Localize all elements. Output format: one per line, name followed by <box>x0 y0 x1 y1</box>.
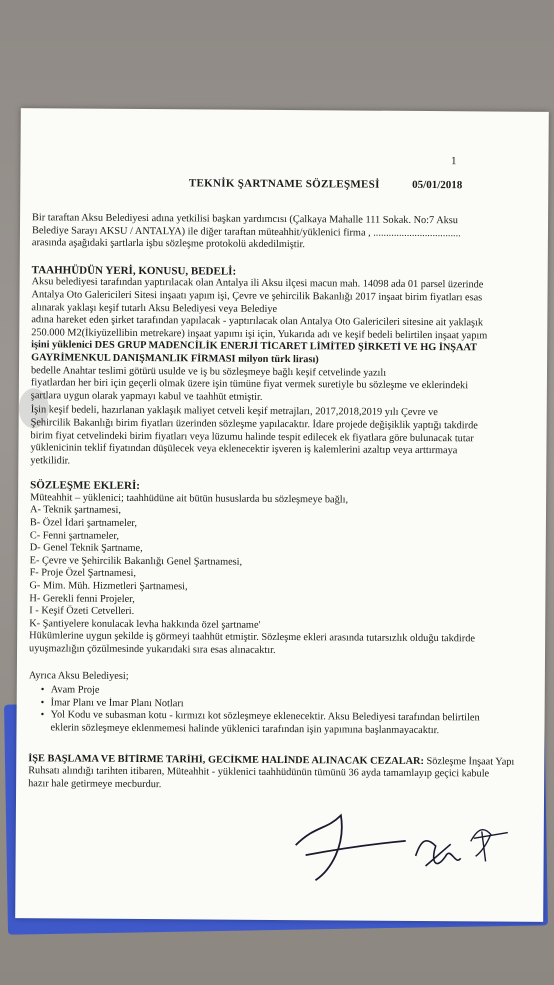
attachment-item: B- Özel İdari şartnameler, <box>29 517 138 530</box>
attachment-item: G- Mim. Müh. Hizmetleri Şartnamesi, <box>29 580 188 593</box>
section2-line: yetkilidir. <box>30 454 71 467</box>
section1-line: işini yüklenici DES GRUP MADENCİLİK ENERJİ TİCARET LİMİTED ŞİRKETİ VE HG İNŞAAT <box>31 339 478 354</box>
intro-paragraph <box>32 212 522 253</box>
bullet-dot-icon: • <box>40 684 45 696</box>
section-heading-taahhut: TAAHHÜDÜN YERİ, KONUSU, BEDELİ: <box>31 264 237 278</box>
bullet-text: İmar Planı ve İmar Planı Notları <box>50 697 184 710</box>
attachment-item: A- Teknik şartnamesi, <box>29 504 121 517</box>
section4-intro: Ayrıca Aksu Belediyesi; <box>28 669 129 682</box>
signature-2 <box>416 841 461 867</box>
section2-line: Şehircilik Bakanlığı birim fiyatları üzerinden sözleşme yapılacaktır. İdare projede değişiklik yaptığı takdirde <box>30 417 478 432</box>
intro-line: arasında aşağıdaki şartlarla işbu sözleşme protokolü akdedilmiştir. <box>31 237 306 251</box>
bullet-item-continuation <box>28 722 518 738</box>
section3-line: uyuşmazlığın çözülmesinde yukarıdaki sıra esas alınacaktır. <box>29 643 276 656</box>
section1-line: 250.000 M2(İkiyüzellibin metrekare) inşaat yapımı işi için, Yukarıda adı ve keşif bedeli belirtilen inşaat yapım <box>31 326 488 342</box>
section3-line: Müteahhit – yüklenici; taahhüdüne ait bütün hususlarda bu sözleşmeye bağlı, <box>30 492 349 506</box>
section-ekler-body <box>29 492 520 659</box>
section2-line: İşin keşif bedeli, hazırlanan yaklaşık maliyet cetveli keşif metrajları, 2017,2018,2019 yılı Çevre ve <box>30 404 438 419</box>
section-kesif-body <box>30 405 520 471</box>
section5-line: Ruhsatı alındığı tarihten itibaren, Müteahhit - yüklenici taahhüdünün tümünü 36 ayda tamamlayıp geçici kabule <box>28 765 490 780</box>
section-heading-ekler: SÖZLEŞME EKLERİ: <box>30 479 140 493</box>
bullet-text: Yol Kodu ve subasman kotu - kırmızı kot sözleşmeye eklenecektir. Aksu Belediyesi tarafından belirtilen <box>50 709 480 724</box>
section1-line: GAYRİMENKUL DANIŞMANLIK FİRMASI milyon türk lirası) <box>31 352 319 366</box>
attachment-item: E- Çevre ve Şehircilik Bakanlığı Genel Şartnamesi, <box>29 555 243 568</box>
document-date: 05/01/2018 <box>412 178 463 192</box>
section1-line: fiyatlardan her biri için geçerli olmak üzere işin tümüne fiyat vermek suretiyle bu sözleşme ve eklerindeki <box>30 377 469 392</box>
section-ayrica <box>28 670 518 738</box>
signature-1 <box>295 815 405 881</box>
section3-line: Hükümlerine uygun şekilde iş görmeyi taahhüt etmiştir. Sözleşme ekleri arasında tutarsızlık olduğu takdirde <box>29 630 475 645</box>
document-title: TEKNİK ŞARTNAME SÖZLEŞMESİ <box>188 177 380 191</box>
bullet-dot-icon: • <box>40 697 45 709</box>
section1-line: Antalya Oto Galericileri Sitesi inşaatı yapım işi, Çevre ve şehircilik Bakanlığı 2017 inşaat birim fiyatları esas <box>31 289 483 304</box>
section5-heading-tail: Sözleşme İnşaat Yapı <box>423 755 515 768</box>
signatures <box>285 785 516 897</box>
page-number: 1 <box>450 155 457 168</box>
bullet-text: eklerin sözleşmeye eklenmemesi halinde yüklenici tarafından işin yapımına başlanmayacaktır. <box>50 722 440 737</box>
bullet-dot-icon: • <box>40 709 45 721</box>
intro-line: Bir taraftan Aksu Belediyesi adına yetkilisi başkan yardımcısı (Çalkaya Mahalle 111 Sokak. No:7 Aksu <box>32 212 459 227</box>
attachment-item: I - Keşif Özeti Cetvelleri. <box>29 605 135 618</box>
attachment-item: H- Gerekli fenni Projeler, <box>29 592 135 605</box>
section-heading-ise-baslama: İŞE BAŞLAMA VE BİTİRME TARİHİ, GECİKME HALİNDE ALINACAK CEZALAR: <box>28 752 424 767</box>
section2-line: birim fiyat cetvelindeki birim fiyatları veya lüzumu halinde tespit edilecek ek fiyatlara göre bulunacak tutar <box>30 429 474 444</box>
section5-line: hazır hale getirmeye mecburdur. <box>28 777 162 790</box>
document-body <box>28 212 522 794</box>
section2-line: yüklenicinin teklif fiyatından düşülecek veya eklenecektir işveren iş kalemlerini azaltıp veya arttırmaya <box>30 442 458 457</box>
section1-line: adına hareket eden şirket tarafından yapılacak - yaptırılacak olan Antalya Oto Galericileri sitesine ait yaklaşık <box>31 314 484 329</box>
bullet-text: Avam Proje <box>50 684 100 696</box>
attachment-item: F- Proje Özel Şartnamesi, <box>29 567 137 580</box>
attachment-item: C- Fenni şartnameler, <box>29 529 119 542</box>
ayrica-bullet-list <box>28 684 518 738</box>
attachment-item: D- Genel Teknik Şartname, <box>29 542 143 555</box>
section1-line: Aksu belediyesi tarafından yaptırılacak olan Antalya ili Aksu ilçesi macun mah. 14098 ada 01 parsel üzerinde <box>31 276 484 291</box>
attachment-item: K- Şantiyelere konulacak levha hakkında özel şartname' <box>29 618 261 631</box>
signature-3 <box>471 830 508 862</box>
section1-line: bedelle Anahtar teslimi götürü usulde ve iş bu sözleşmeye bağlı keşif cetvelinde yazılı <box>30 364 387 379</box>
intro-line: Belediye Sarayı AKSU / ANTALYA) ile diğer taraftan müteahhit/yüklenici firma , .................................. <box>31 224 461 239</box>
section1-line: şartlara uygun olarak yapmayı kabul ve taahhüt etmiştir. <box>30 389 263 403</box>
section-taahhut-body <box>31 277 522 406</box>
section1-line: alınarak yaklaşı keşif tutarlı Aksu Belediyesi veya Belediye <box>31 301 278 315</box>
document-page <box>15 108 549 922</box>
